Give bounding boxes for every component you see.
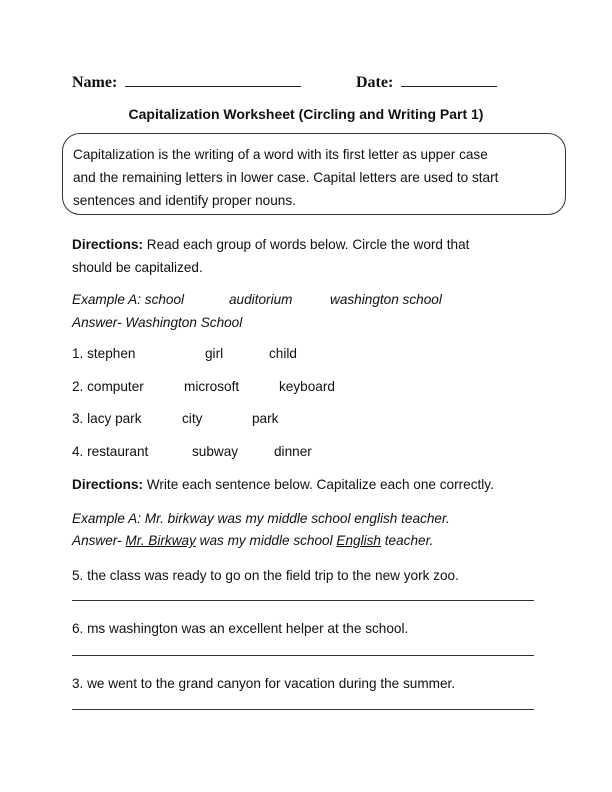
item-word[interactable]: 2. computer bbox=[72, 379, 144, 394]
date-field bbox=[356, 72, 497, 92]
example-answer bbox=[72, 529, 433, 552]
directions-text: should be capitalized. bbox=[72, 260, 203, 275]
intro-line: sentences and identify proper nouns. bbox=[73, 193, 296, 208]
item-word[interactable]: 3. lacy park bbox=[72, 411, 142, 426]
answer-prefix: Answer- bbox=[72, 533, 126, 548]
name-label: Name: bbox=[72, 74, 118, 91]
name-field bbox=[72, 72, 301, 92]
item-word[interactable]: keyboard bbox=[279, 379, 335, 394]
item-word[interactable]: city bbox=[182, 411, 203, 426]
directions-text: Write each sentence below. Capitalize each one correctly. bbox=[143, 477, 494, 492]
answer-underlined: English bbox=[336, 533, 381, 548]
date-label: Date: bbox=[356, 74, 394, 91]
writing-line[interactable] bbox=[72, 709, 534, 710]
date-blank[interactable] bbox=[401, 72, 497, 87]
sentence-prompt: 5. the class was ready to go on the field trip to the new york zoo. bbox=[72, 568, 459, 583]
answer-underlined: Mr. Birkway bbox=[125, 533, 196, 548]
item-word[interactable]: 1. stephen bbox=[72, 346, 136, 361]
directions-label: Directions: bbox=[72, 237, 144, 252]
item-word[interactable]: dinner bbox=[274, 444, 312, 459]
item-word[interactable]: 4. restaurant bbox=[72, 444, 149, 459]
worksheet-title: Capitalization Worksheet (Circling and Writing Part 1) bbox=[128, 106, 484, 122]
example-word: washington school bbox=[330, 292, 442, 307]
part1-directions bbox=[72, 233, 469, 279]
directions-label: Directions: bbox=[72, 477, 144, 492]
intro-box bbox=[62, 133, 566, 215]
intro-line: Capitalization is the writing of a word with its first letter as upper case bbox=[73, 147, 488, 162]
item-word[interactable]: subway bbox=[192, 444, 239, 459]
answer-text: was my middle school bbox=[195, 533, 337, 548]
example-answer: Answer- Washington School bbox=[72, 315, 243, 330]
name-blank[interactable] bbox=[125, 72, 301, 87]
item-word[interactable]: child bbox=[269, 346, 297, 361]
sentence-prompt: 3. we went to the grand canyon for vacation during the summer. bbox=[72, 676, 456, 691]
writing-line[interactable] bbox=[72, 655, 534, 656]
item-word[interactable]: park bbox=[252, 411, 279, 426]
item-word[interactable]: girl bbox=[205, 346, 224, 361]
example-word: Example A: school bbox=[72, 292, 185, 307]
writing-line[interactable] bbox=[72, 600, 534, 601]
sentence-prompt: 6. ms washington was an excellent helper at the school. bbox=[72, 621, 409, 636]
item-word[interactable]: microsoft bbox=[184, 379, 240, 394]
example-sentence: Example A: Mr. birkway was my middle school english teacher. bbox=[72, 511, 450, 526]
intro-line: and the remaining letters in lower case. Capital letters are used to start bbox=[73, 170, 499, 185]
part2-directions bbox=[72, 473, 494, 496]
answer-text: teacher. bbox=[381, 533, 434, 548]
example-word: auditorium bbox=[229, 292, 293, 307]
directions-text: Read each group of words below. Circle the word that bbox=[143, 237, 470, 252]
